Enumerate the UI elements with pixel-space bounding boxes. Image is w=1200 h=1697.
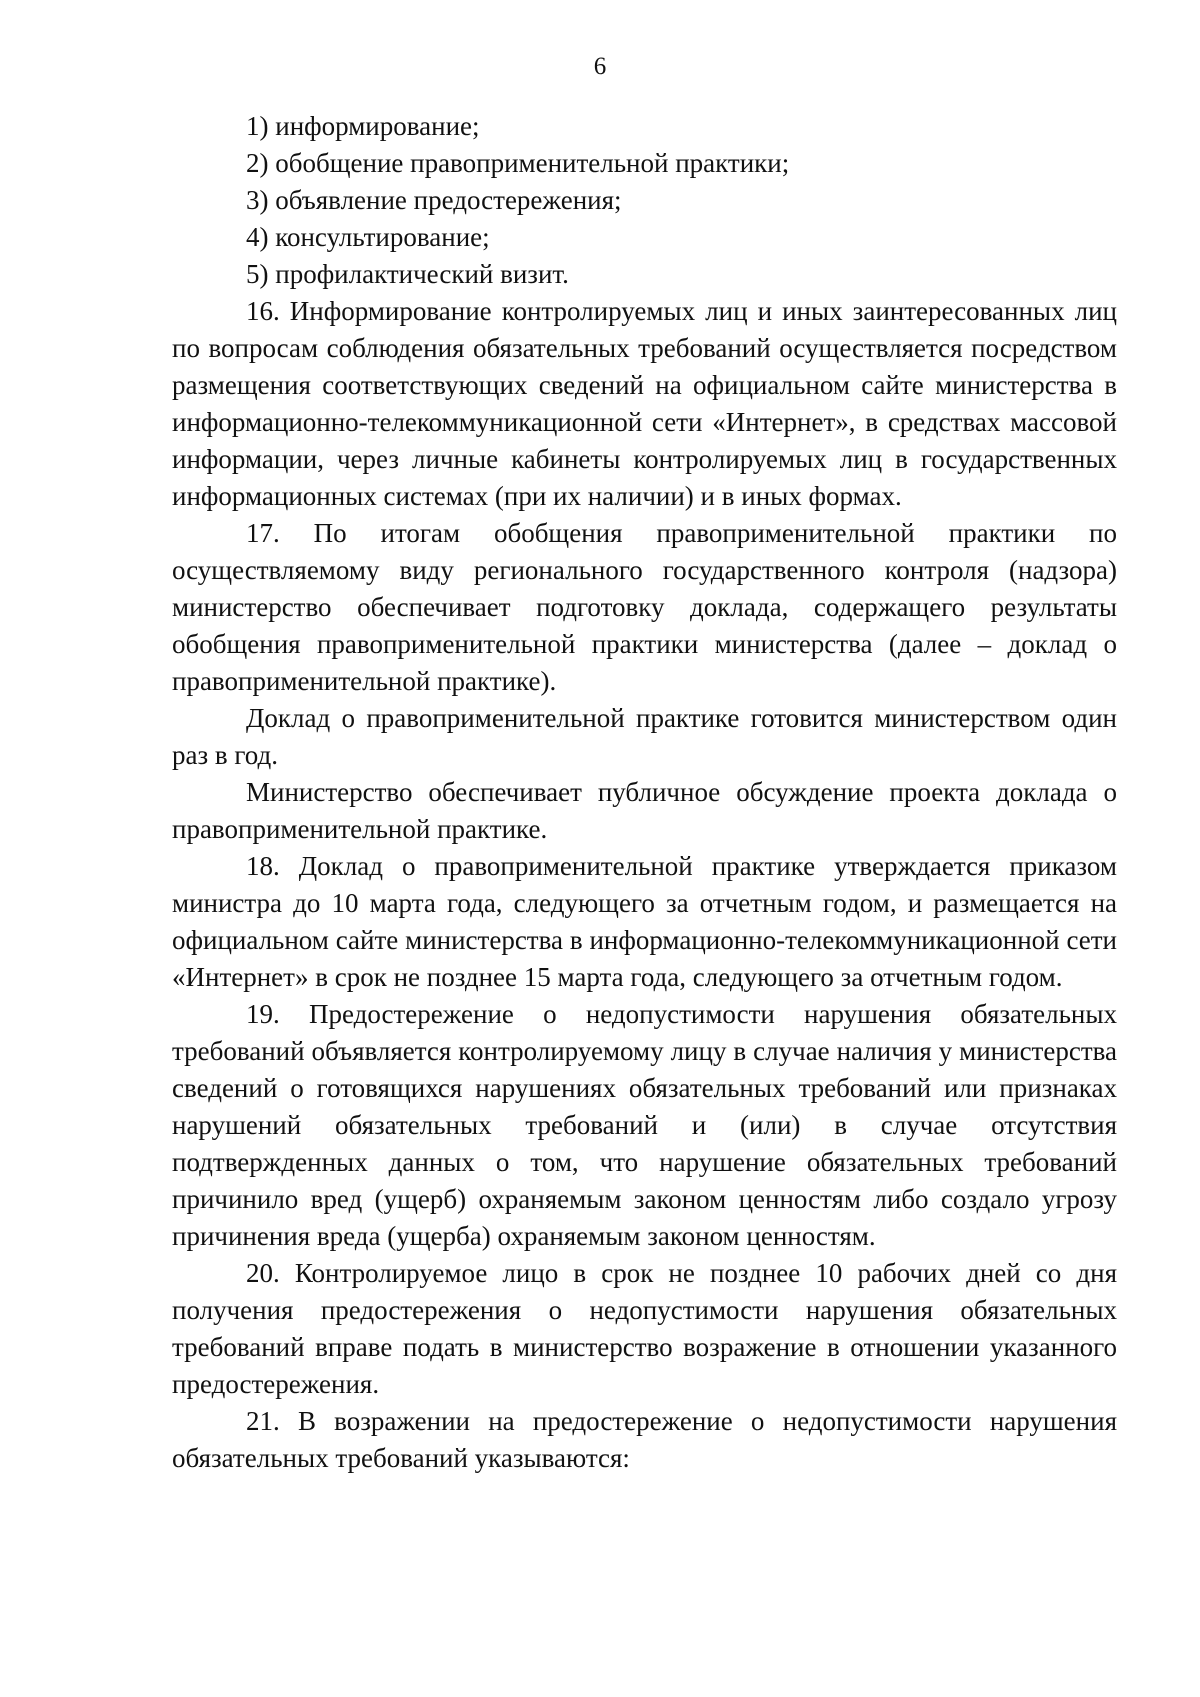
paragraph-17: 17. По итогам обобщения правоприменительной практики по осуществляемому виду регионального государственного контроля (надзора) министерство обеспечивает подготовку доклада, содержащего результаты обобщения правоприменительной практики министерства (далее – доклад о правоприменительной практике). — [172, 518, 1117, 696]
paragraph-20: 20. Контролируемое лицо в срок не позднее 10 рабочих дней со дня получения предостережения о недопустимости нарушения обязательных требований вправе подать в министерство возражение в отношении указанного предостережения. — [172, 1258, 1117, 1399]
page-number: 6 — [593, 53, 607, 80]
paragraph-19: 19. Предостережение о недопустимости нарушения обязательных требований объявляется контролируемому лицу в случае наличия у министерства сведений о готовящихся нарушениях обязательных требований или признаках нарушений обязательных требований и (или) в случае отсутствия подтвержденных данных о том, что нарушение обязательных требований причинило вред (ущерб) охраняемым законом ценностям либо создало угрозу причинения вреда (ущерба) охраняемым законом ценностям. — [172, 999, 1117, 1251]
paragraph-18: 18. Доклад о правоприменительной практике утверждается приказом министра до 10 марта года, следующего за отчетным годом, и размещается на официальном сайте министерства в информационно-телекоммуникационной сети «Интернет» в срок не позднее 15 марта года, следующего за отчетным годом. — [172, 851, 1117, 992]
list-item-warning: 3) объявление предостережения; — [246, 185, 622, 215]
list-item-generalization: 2) обобщение правоприменительной практики; — [246, 148, 790, 178]
list-item-preventive-visit: 5) профилактический визит. — [246, 259, 569, 289]
paragraph-21: 21. В возражении на предостережение о недопустимости нарушения обязательных требований указываются: — [172, 1406, 1117, 1473]
paragraph-public-discussion: Министерство обеспечивает публичное обсуждение проекта доклада о правоприменительной практике. — [172, 777, 1117, 844]
paragraph-16: 16. Информирование контролируемых лиц и иных заинтересованных лиц по вопросам соблюдения обязательных требований осуществляется посредством размещения соответствующих сведений на официальном сайте министерства в информационно-телекоммуникационной сети «Интернет», в средствах массовой информации, через личные кабинеты контролируемых лиц в государственных информационных системах (при их наличии) и в иных формах. — [172, 296, 1117, 511]
document-body — [172, 108, 1117, 1477]
list-item-informing: 1) информирование; — [246, 111, 480, 141]
paragraph-report-annual: Доклад о правоприменительной практике готовится министерством один раз в год. — [172, 703, 1117, 770]
list-item-consulting: 4) консультирование; — [246, 222, 490, 252]
